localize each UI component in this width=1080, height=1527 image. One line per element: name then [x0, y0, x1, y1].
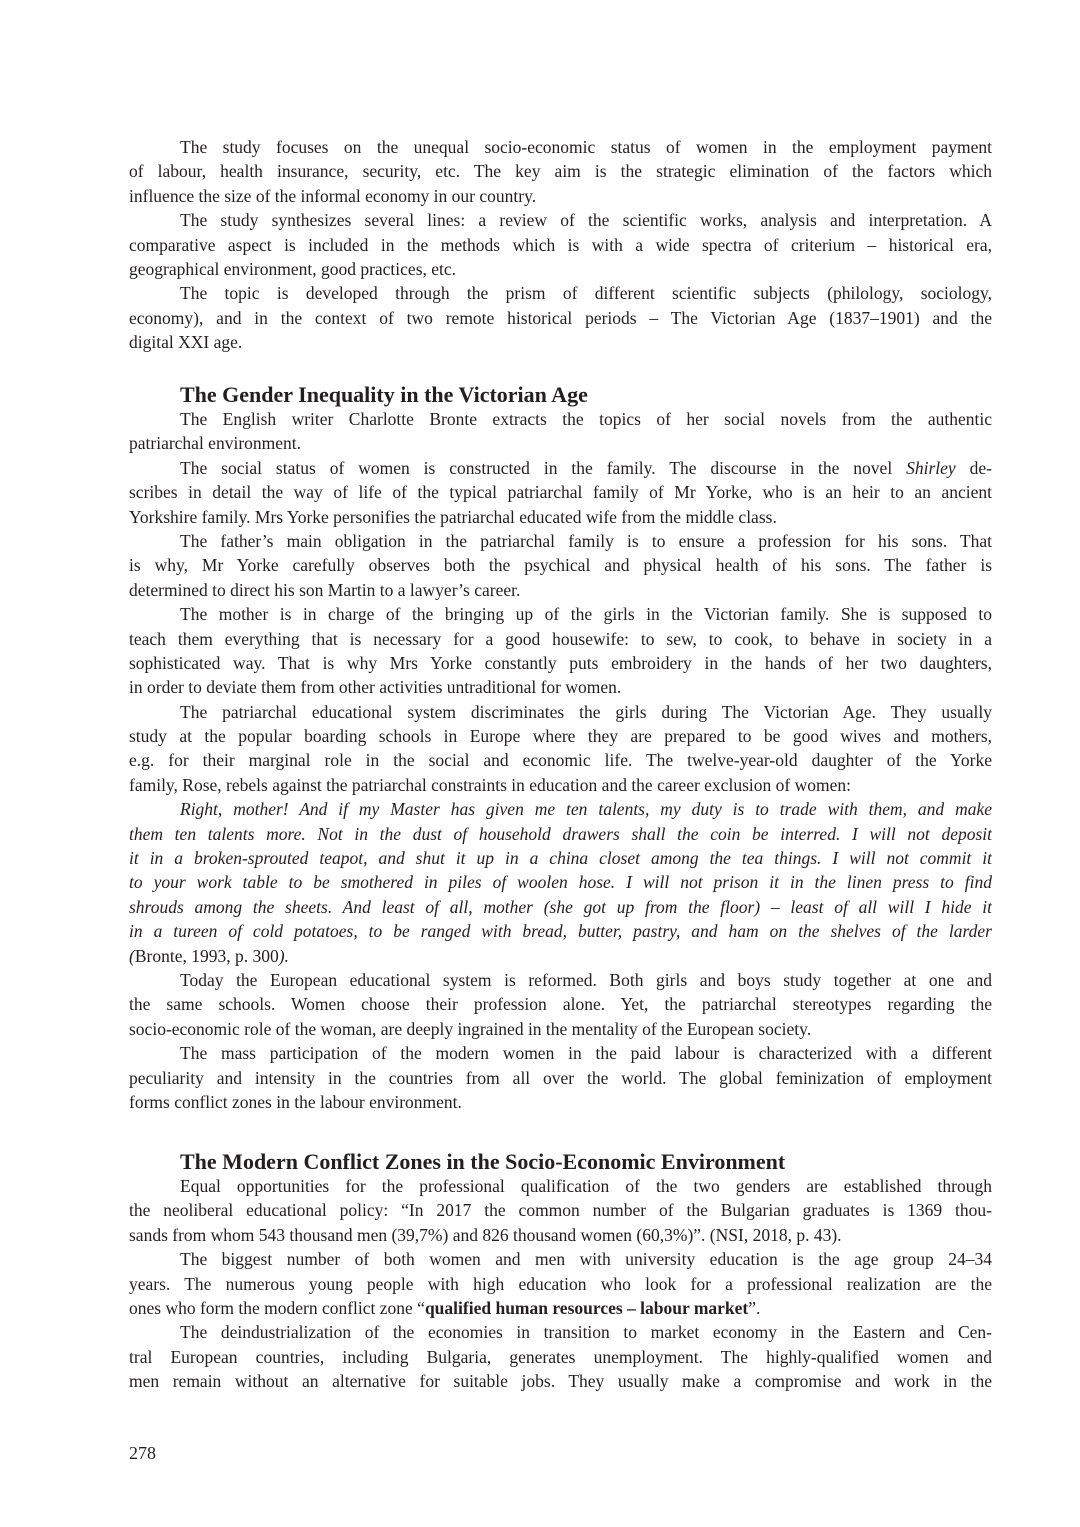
- text-line: in order to deviate them from other activities untraditional for women.: [129, 677, 622, 698]
- text-line: it in a broken-sprouted teapot, and shut it up in a china closet among the tea things. I will not commit it: [129, 848, 992, 869]
- text-line: Right, mother! And if my Master has given me ten talents, my duty is to trade with them, and make: [180, 799, 992, 820]
- text-line: years. The numerous young people with high education who look for a professional realization are the: [129, 1273, 992, 1294]
- text-line: influence the size of the informal economy in our country.: [129, 185, 537, 206]
- text-line: sophisticated way. That is why Mrs Yorke constantly puts embroidery in the hands of her two daughters,: [129, 652, 992, 673]
- text-segment: ones who form the modern conflict zone “: [129, 1297, 425, 1318]
- text-line: The study focuses on the unequal socio-economic status of women in the employment payment: [180, 137, 992, 157]
- italic-text: ).: [278, 945, 289, 966]
- text-line: e.g. for their marginal role in the social and economic life. The twelve-year-old daughter of the Yorke: [129, 750, 992, 771]
- paragraph: [129, 700, 992, 798]
- text-line: The father’s main obligation in the patriarchal family is to ensure a profession for his sons. That: [180, 530, 992, 551]
- paragraph: [129, 407, 992, 456]
- text-line: The deindustrialization of the economies in transition to market economy in the Eastern and Cen-: [180, 1322, 992, 1343]
- text-line: them ten talents more. Not in the dust of household drawers shall the coin be interred. I will not deposit: [129, 823, 992, 844]
- paragraph: [129, 456, 992, 529]
- text-line: [129, 1296, 992, 1320]
- text-line: tral European countries, including Bulgaria, generates unemployment. The highly-qualified women and: [129, 1346, 992, 1367]
- text-line: The English writer Charlotte Bronte extracts the topics of her social novels from the authentic: [180, 409, 992, 429]
- bold-text: qualified human resources – labour market: [424, 1297, 749, 1318]
- section: [129, 382, 992, 1114]
- text-line: The topic is developed through the prism of different scientific subjects (philology, sociology,: [180, 283, 992, 304]
- section-heading: The Modern Conflict Zones in the Socio-Economic Environment: [180, 1149, 786, 1174]
- text-line: of labour, health insurance, security, etc. The key aim is the strategic elimination of the factors which: [129, 161, 992, 182]
- text-segment: Bronte, 1993, p. 300: [134, 945, 279, 966]
- text-line: forms conflict zones in the labour environment.: [129, 1091, 462, 1112]
- text-line: family, Rose, rebels against the patriarchal constraints in education and the career exclusion of women:: [129, 774, 851, 795]
- italic-text: (: [129, 945, 135, 966]
- text-segment: de-: [955, 457, 992, 478]
- text-line: sands from whom 543 thousand men (39,7%) and 826 thousand women (60,3%)”. (NSI, 2018, p. 43).: [129, 1224, 842, 1245]
- page-number: 278: [129, 1443, 156, 1463]
- paragraph: [129, 1320, 992, 1393]
- section: [129, 135, 992, 355]
- paragraph: [129, 135, 992, 208]
- italic-text: Shirley: [906, 457, 956, 478]
- paragraph: [129, 968, 992, 1041]
- text-line: comparative aspect is included in the methods which is with a wide spectra of criterium – historical era,: [129, 234, 992, 255]
- text-line: study at the popular boarding schools in Europe where they are prepared to be good wives and mothers,: [129, 726, 992, 747]
- block-quote: [129, 797, 992, 968]
- text-segment: The social status of women is constructed in the family. The discourse in the novel: [180, 457, 907, 478]
- text-line: is why, Mr Yorke carefully observes both the psychical and physical health of his sons. The father is: [129, 555, 992, 576]
- paragraph: [129, 1247, 992, 1320]
- text-line: economy), and in the context of two remote historical periods – The Victorian Age (1837–1901) and the: [129, 307, 992, 328]
- text-line: the same schools. Women choose their profession alone. Yet, the patriarchal stereotypes regarding the: [129, 994, 992, 1015]
- text-line: determined to direct his son Martin to a lawyer’s career.: [129, 579, 521, 600]
- section: [129, 1149, 992, 1394]
- text-line: patriarchal environment.: [129, 433, 302, 454]
- text-line: in a tureen of cold potatoes, to be ranged with bread, butter, pastry, and ham on the shelves of the larder: [129, 921, 992, 942]
- text-line: Yorkshire family. Mrs Yorke personifies the patriarchal educated wife from the middle class.: [129, 506, 777, 527]
- text-segment: ”.: [748, 1297, 761, 1318]
- text-line: shrouds among the sheets. And least of all, mother (she got up from the floor) – least of all will I hide it: [129, 896, 992, 917]
- text-line: socio-economic role of the woman, are deeply ingrained in the mentality of the European society.: [129, 1018, 812, 1039]
- text-line: The patriarchal educational system discriminates the girls during The Victorian Age. They usually: [180, 701, 992, 722]
- paragraph: [129, 281, 992, 354]
- text-line: geographical environment, good practices, etc.: [129, 258, 457, 279]
- text-line: The mother is in charge of the bringing up of the girls in the Victorian family. She is supposed to: [180, 604, 992, 625]
- text-line: Equal opportunities for the professional qualification of the two genders are established through: [180, 1176, 992, 1196]
- text-line: The study synthesizes several lines: a review of the scientific works, analysis and interpretation. A: [180, 210, 992, 231]
- paragraph: [129, 602, 992, 700]
- text-line: The mass participation of the modern women in the paid labour is characterized with a different: [180, 1043, 992, 1064]
- section-heading: The Gender Inequality in the Victorian Age: [180, 382, 588, 407]
- paragraph: [129, 1041, 992, 1114]
- paragraph: [129, 1174, 992, 1247]
- text-line: teach them everything that is necessary for a good housewife: to sew, to cook, to behave in society in a: [129, 628, 992, 649]
- text-line: The biggest number of both women and men with university education is the age group 24–34: [180, 1249, 992, 1270]
- paragraph: [129, 208, 992, 281]
- text-line: [129, 456, 992, 480]
- text-line: to your work table to be smothered in piles of woolen hose. I will not prison it in the linen press to find: [129, 872, 992, 893]
- text-line: digital XXI age.: [129, 332, 243, 353]
- text-line: [129, 944, 992, 968]
- text-line: Today the European educational system is reformed. Both girls and boys study together at one and: [180, 969, 992, 990]
- paragraph: [129, 529, 992, 602]
- text-line: scribes in detail the way of life of the typical patriarchal family of Mr Yorke, who is an heir to an ancient: [129, 482, 992, 503]
- text-line: men remain without an alternative for suitable jobs. They usually make a compromise and work in the: [129, 1371, 992, 1392]
- text-line: peculiarity and intensity in the countries from all over the world. The global feminization of employment: [129, 1067, 992, 1088]
- text-line: the neoliberal educational policy: “In 2017 the common number of the Bulgarian graduates is 1369 thou-: [129, 1200, 992, 1221]
